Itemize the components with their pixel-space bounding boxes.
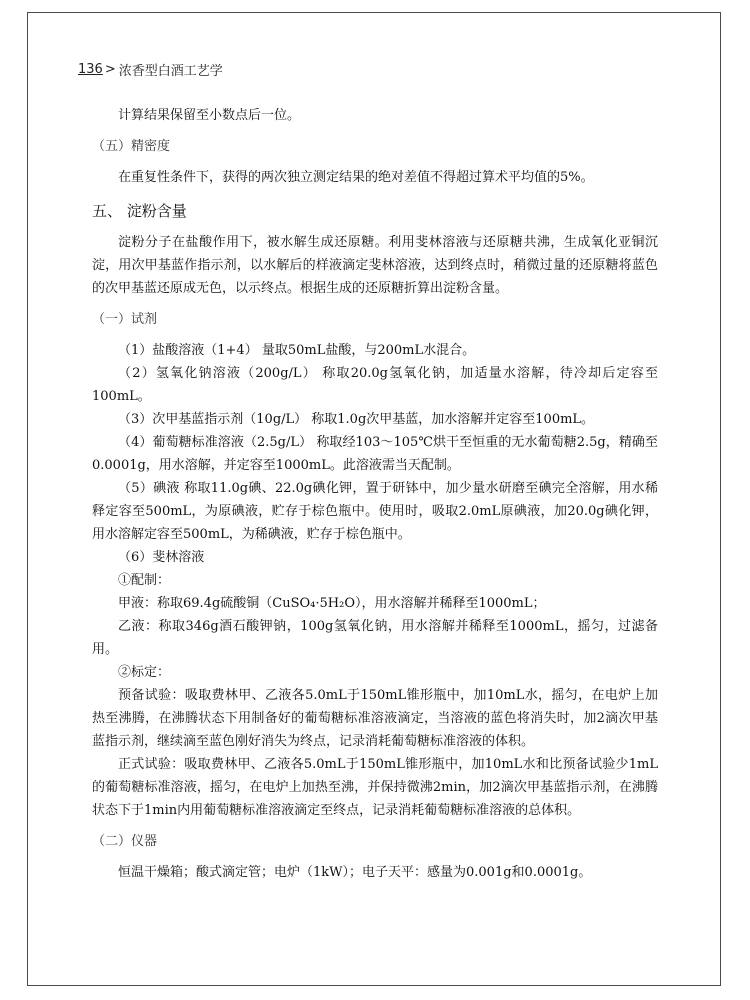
heading-section-5: 五、 淀粉含量 bbox=[92, 202, 187, 220]
solution-a: 甲液：称取69.4g硫酸铜（CuSO₄·5H₂O），用水溶解并稀释至1000mL； bbox=[118, 596, 546, 611]
heading-reagents: （一）试剂 bbox=[92, 312, 158, 327]
reagent-1: （1）盐酸溶液（1+4） 量取50mL盐酸，与200mL水混合。 bbox=[118, 343, 476, 358]
instruments-paragraph: 恒温干燥箱；酸式滴定管；电炉（1kW）；电子天平：感量为0.001g和0.0001g。 bbox=[118, 865, 592, 880]
reagent-5: （5）碘液 称取11.0g碘、22.0g碘化钾，置于研钵中，加少量水研磨至碘完全溶解，用水稀释定容至500mL，为原碘液，贮存于棕色瓶中。使用时，吸取2.0mL原碘液，加20.0g碘化钾，用水溶解定容至500mL，为稀碘液，贮存于棕色瓶中。 bbox=[92, 481, 658, 542]
reagent-3: （3）次甲基蓝指示剂（10g/L） 称取1.0g次甲基蓝，加水溶解并定容至100mL。 bbox=[118, 412, 595, 427]
heading-precision: （五）精密度 bbox=[92, 139, 171, 154]
running-header bbox=[78, 60, 223, 79]
prep-heading: ①配制： bbox=[118, 573, 171, 588]
precision-paragraph: 在重复性条件下，获得的两次独立测定结果的绝对差值不得超过算术平均值的5%。 bbox=[118, 170, 594, 185]
page-number: 136 bbox=[78, 62, 103, 77]
reagent-4: （4）葡萄糖标准溶液（2.5g/L） 称取经103～105℃烘干至恒重的无水葡萄糖2.5g，精确至0.0001g，用水溶解，并定容至1000mL。此溶液需当天配制。 bbox=[92, 435, 658, 473]
reagent-2: （2）氢氧化钠溶液（200g/L） 称取20.0g氢氧化钠，加适量水溶解，待冷却后定容至100mL。 bbox=[92, 366, 658, 404]
page-body bbox=[92, 104, 658, 884]
intro-paragraph: 淀粉分子在盐酸作用下，被水解生成还原糖。利用斐林溶液与还原糖共沸，生成氧化亚铜沉淀，用次甲基蓝作指示剂，以水解后的样液滴定斐林溶液，达到终点时，稍微过量的还原糖将蓝色的次甲基蓝还原成无色，以示终点。根据生成的还原糖折算出淀粉含量。 bbox=[92, 235, 658, 296]
book-title: 浓香型白酒工艺学 bbox=[118, 64, 223, 79]
heading-instruments: （二）仪器 bbox=[92, 834, 158, 849]
header-arrow-icon: > bbox=[104, 62, 116, 77]
solution-b: 乙液：称取346g酒石酸钾钠，100g氢氧化钠，用水溶解并稀释至1000mL，摇匀，过滤备用。 bbox=[92, 619, 658, 657]
formal-test-paragraph: 正式试验：吸取费林甲、乙液各5.0mL于150mL锥形瓶中，加10mL水和比预备试验少1mL的葡萄糖标准溶液，摇匀，在电炉上加热至沸，并保持微沸2min，加2滴次甲基蓝指示剂，在沸腾状态下于1min内用葡萄糖标准溶液滴定至终点，记录消耗葡萄糖标准溶液的总体积。 bbox=[92, 757, 658, 818]
calibration-heading: ②标定： bbox=[118, 665, 171, 680]
calc-paragraph: 计算结果保留至小数点后一位。 bbox=[118, 108, 301, 123]
pretest-paragraph: 预备试验：吸取费林甲、乙液各5.0mL于150mL锥形瓶中，加10mL水，摇匀，在电炉上加热至沸腾，在沸腾状态下用制备好的葡萄糖标准溶液滴定，当溶液的蓝色将消失时，加2滴次甲基蓝指示剂，继续滴至蓝色刚好消失为终点，记录消耗葡萄糖标准溶液的体积。 bbox=[92, 688, 658, 749]
reagent-6: （6）斐林溶液 bbox=[118, 550, 205, 565]
